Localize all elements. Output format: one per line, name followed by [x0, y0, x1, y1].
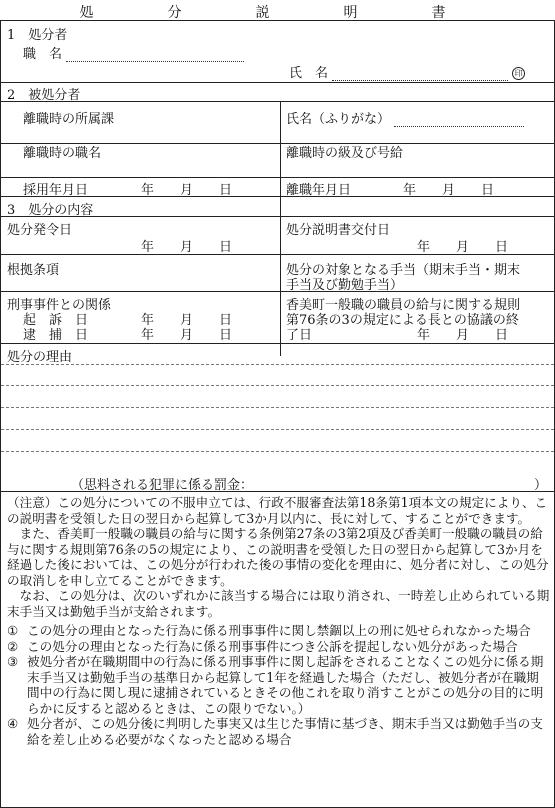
- basis-label: 根拠条項: [7, 263, 60, 278]
- reason-label: 処分の理由: [7, 350, 73, 365]
- delivery-label: 処分説明書交付日: [286, 223, 391, 238]
- consult-line1: 香美町一般職の職員の給与に関する規則: [286, 298, 521, 313]
- seal-mark: 印: [512, 67, 525, 80]
- target-label-line1: 処分の対象となる手当（期末手当・期末: [286, 263, 521, 278]
- suspected-fine-label: （思料される犯罪に係る罰金：: [71, 478, 254, 493]
- job-label: 離職時の職名: [23, 146, 102, 161]
- retire-label: 離職年月日: [286, 183, 352, 198]
- divider: [280, 101, 281, 216]
- divider: [1, 491, 554, 492]
- list-item: [7, 639, 550, 655]
- reason-line[interactable]: [1, 429, 554, 430]
- note-cancellation: なお、この処分は、次のいずれかに該当する場合には取り消され、一時差し止められている期末手当又は勤勉手当が支給されます。: [7, 588, 550, 619]
- section3-heading: 3 処分の内容: [7, 203, 94, 218]
- item-text: 被処分者が在職期間中の行為に係る刑事事件に関し起訴をされることなくこの処分に係る期末手当又は勤勉手当の基準日から起算して1年を経過した場合（ただし、被処分者が在職期間中の行為に関し現に逮捕されているときその他これを取り消すことがこの処分の目的に明らかに反すると認めるときは、この限りでない。）: [27, 654, 544, 716]
- delivery-date-blank[interactable]: 年 月 日: [417, 240, 509, 255]
- item-mark: ②: [7, 638, 19, 654]
- issue-label: 処分発令日: [7, 223, 73, 238]
- indict-label: 起 訴 日: [23, 313, 89, 328]
- post-field[interactable]: [23, 43, 244, 62]
- disposer-name-label: 氏 名: [289, 66, 329, 81]
- hire-date-blank[interactable]: 年 月 日: [141, 183, 233, 198]
- consult-date-blank[interactable]: 年 月 日: [417, 328, 509, 343]
- divider: [1, 101, 554, 102]
- item-text: 処分者が、この処分後に判明した事実又は生じた事情に基づき、期末手当又は勤勉手当の支給を差し止める必要がなくなったと認める場合: [27, 716, 543, 747]
- hire-label: 採用年月日: [23, 183, 89, 198]
- issue-date-blank[interactable]: 年 月 日: [141, 240, 233, 255]
- consult-line3: 了日: [286, 328, 313, 343]
- divider: [1, 254, 554, 255]
- notes-block: [7, 495, 550, 747]
- note-appeal: （注意）この処分についての不服申立ては、行政不服審査法第18条第1項本文の規定により、この説明書を受領した日の翌日から起算して3か月以内に、長に対して、することができます。: [7, 495, 548, 526]
- divider: [1, 82, 554, 83]
- furigana-label: 氏名（ふりがな）: [286, 112, 391, 127]
- divider: [1, 177, 554, 178]
- grade-label: 離職時の級及び号給: [286, 146, 404, 161]
- reason-line[interactable]: [1, 451, 554, 452]
- item-mark: ①: [7, 623, 19, 638]
- reason-line[interactable]: [1, 385, 554, 386]
- dept-label: 離職時の所属課: [23, 112, 115, 127]
- suspected-fine-close: ）: [534, 478, 548, 493]
- form-title: 処 分 説 明 書: [79, 5, 476, 21]
- furigana-blank[interactable]: [394, 114, 524, 127]
- list-item: [7, 716, 550, 747]
- reason-line[interactable]: [1, 364, 554, 365]
- furigana-field[interactable]: [286, 108, 524, 127]
- item-text: この処分の理由となった行為に係る刑事事件に関し禁錮以上の刑に処せられなかった場合: [27, 623, 531, 638]
- divider: [1, 291, 554, 292]
- arrest-date-blank[interactable]: 年 月 日: [141, 328, 233, 343]
- retire-date-blank[interactable]: 年 月 日: [403, 183, 495, 198]
- target-label-line2: 手当及び勤勉手当）: [286, 278, 404, 293]
- reason-line[interactable]: [1, 407, 554, 408]
- item-text: この処分の理由となった行為に係る刑事事件につき公訴を提起しない処分があった場合: [27, 638, 518, 654]
- arrest-label: 逮 捕 日: [23, 328, 89, 343]
- post-label: 職 名: [23, 47, 63, 62]
- item-mark: ④: [7, 716, 19, 731]
- divider: [1, 343, 554, 344]
- disposer-name-blank[interactable]: [332, 68, 508, 81]
- disposer-name-field[interactable]: [289, 62, 525, 81]
- list-item: [7, 623, 550, 639]
- indict-date-blank[interactable]: 年 月 日: [141, 313, 233, 328]
- section1-heading: 1 処分者: [7, 28, 68, 43]
- divider: [1, 196, 554, 197]
- divider: [1, 216, 554, 217]
- post-blank[interactable]: [66, 49, 244, 62]
- item-mark: ③: [7, 654, 19, 669]
- criminal-label: 刑事事件との関係: [7, 298, 112, 313]
- consult-line2: 第76条の3の規定による長との協議の終: [286, 313, 519, 328]
- list-item: [7, 654, 550, 716]
- section2-heading: 2 被処分者: [7, 88, 81, 103]
- note-revocation: また、香美町一般職の職員の給与に関する条例第27条の3第2項及び香美町一般職の職員の給与に関する規則第76条の5の規定により、この説明書を受領した日の翌日から起算して3か月を経過した後においては、この処分が行われた後の事情の変化を理由に、処分者に対し、この処分の取消しを申し立てることができます。: [7, 526, 549, 588]
- divider: [280, 216, 281, 356]
- form-frame: [0, 20, 555, 808]
